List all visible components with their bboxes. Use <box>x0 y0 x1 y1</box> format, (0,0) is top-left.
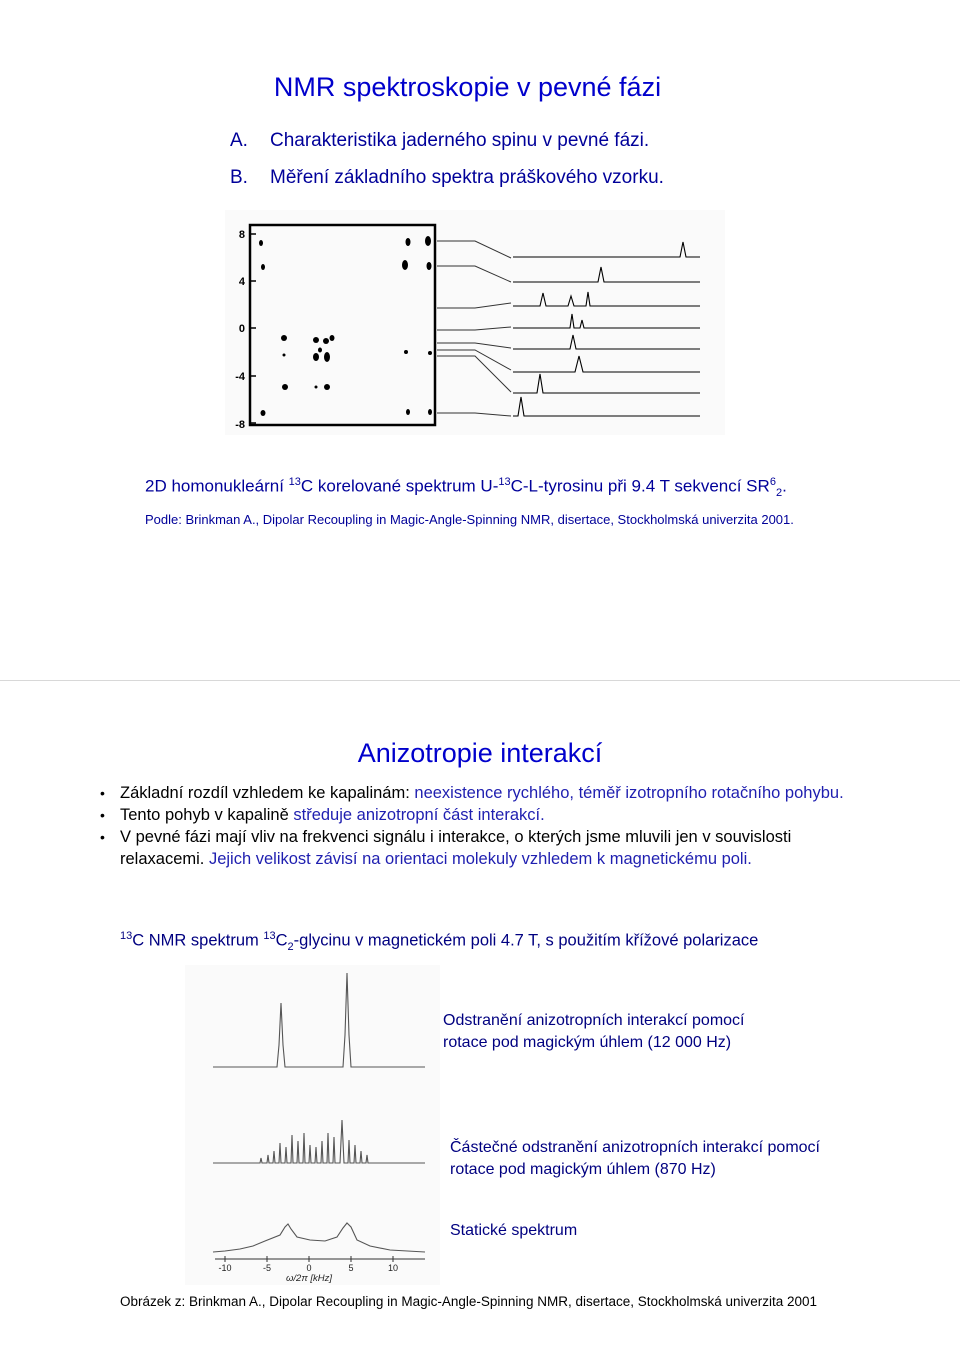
figure-2-source: Obrázek z: Brinkman A., Dipolar Recoupling in Magic-Angle-Spinning NMR, disertace, Stockholmská univerzita 2001 <box>120 1294 818 1309</box>
figure-1-caption <box>145 476 787 499</box>
2d-spectrum-figure <box>225 210 725 435</box>
x-tick-label: 10 <box>387 1263 399 1273</box>
bullet-highlight: středuje anizotropní část interakcí. <box>293 806 545 824</box>
bullet-text: Základní rozdíl vzhledem ke kapalinám: <box>120 784 415 802</box>
glycine-spectra-figure <box>185 965 440 1285</box>
y-tick-label: -8 <box>235 419 245 431</box>
outline-text: Měření základního spektra práškového vzorku. <box>270 167 664 188</box>
y-tick-label: 8 <box>238 229 245 241</box>
bullet-text: Tento pohyb v kapalině <box>120 806 294 824</box>
outline-list <box>230 122 664 196</box>
x-tick-label: -5 <box>262 1263 272 1273</box>
slide-2-title: Anizotropie interakcí <box>357 738 603 768</box>
caption-text: . <box>782 476 787 496</box>
caption-subscript: 2 <box>775 487 783 500</box>
caption-text: C-L-tyrosinu při 9.4 T sekvencí SR <box>510 476 770 496</box>
outline-item-b <box>230 159 664 196</box>
outline-text: Charakteristika jaderného spinu v pevné fázi. <box>270 130 650 151</box>
figure-1-source: Podle: Brinkman A., Dipolar Recoupling in Magic-Angle-Spinning NMR, disertace, Stockholmská univerzita 2001. <box>145 512 794 527</box>
annotation-static: Statické spektrum <box>450 1222 578 1239</box>
bullet-text: V pevné fázi mají vliv na frekvenci signálu i interakce, o kterých jsme mluvili jen v souvislosti relaxacemi. <box>120 828 792 868</box>
annotation-mas-870hz: Částečné odstranění anizotropních interakcí pomocí rotace pod magickým úhlem (870 Hz) <box>450 1139 820 1178</box>
slide-1 <box>0 0 960 681</box>
caption-text: C NMR spektrum <box>132 931 264 950</box>
y-tick-label: -4 <box>235 371 245 383</box>
caption-text: -glycinu v magnetickém poli 4.7 T, s použitím křížové polarizace <box>293 931 759 950</box>
caption-subscript: 2 <box>287 940 294 953</box>
bullet-item <box>100 804 860 826</box>
bullet-list <box>100 782 860 870</box>
caption-superscript: 13 <box>288 476 301 488</box>
bullet-item <box>100 826 860 870</box>
caption-superscript: 13 <box>263 930 276 942</box>
bullet-item <box>100 782 860 804</box>
spectrum-caption <box>120 930 758 953</box>
slide-1-title: NMR spektroskopie v pevné fázi <box>273 72 662 102</box>
x-axis-label: ω/2π [kHz] <box>286 1273 332 1284</box>
caption-superscript: 6 <box>769 476 776 488</box>
x-tick-label: -10 <box>218 1263 232 1273</box>
bullet-highlight: Jejich velikost závisí na orientaci molekuly vzhledem k magnetickému poli. <box>208 850 752 868</box>
caption-text: C korelované spektrum U- <box>300 476 499 496</box>
caption-superscript: 13 <box>120 930 133 942</box>
annotation-mas-12khz: Odstranění anizotropních interakcí pomocí rotace pod magickým úhlem (12 000 Hz) <box>443 1012 745 1051</box>
outline-letter: A. <box>230 130 248 151</box>
caption-text: 2D homonukleární <box>145 476 289 496</box>
bullet-highlight: neexistence rychlého, téměř izotropního rotačního pohybu. <box>414 784 844 802</box>
x-tick-label: 0 <box>306 1263 312 1273</box>
y-tick-label: 4 <box>238 276 245 288</box>
outline-letter: B. <box>230 167 248 188</box>
caption-superscript: 13 <box>498 476 511 488</box>
caption-text: C <box>275 931 288 950</box>
y-tick-label: 0 <box>238 323 245 335</box>
x-tick-label: 5 <box>348 1263 354 1273</box>
outline-item-a <box>230 122 664 159</box>
